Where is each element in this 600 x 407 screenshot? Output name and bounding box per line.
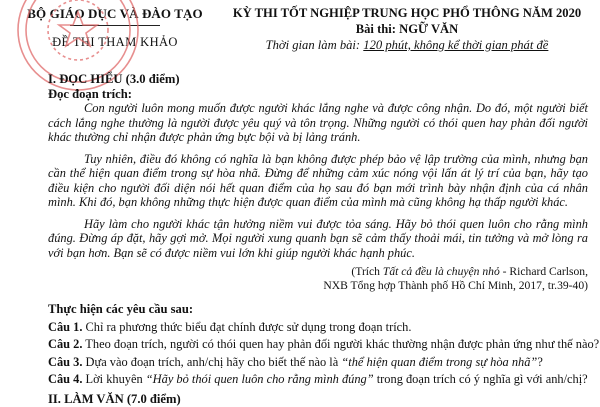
passage-paragraph: Tuy nhiên, điều đó không có nghĩa là bạn không được phép bảo vệ lập trường của mình, nhưng bạn cần thể hiện quan điểm trong sự hòa nhã. Đừng để những cảm xúc nóng vội lấn át lý trí của bạn, hãy tạo điều kiện cho người đối diện nói hết quan điểm của họ sau đó bạn mới trình bày nhận định của cá nhân mình. Khi đó, bạn không những thực hiện được quan điểm của mình mà cũng không hạ thấp người khác. — [48, 151, 588, 209]
exam-title: KỲ THI TỐT NGHIỆP TRUNG HỌC PHỔ THÔNG NĂM 2020 — [232, 6, 582, 20]
reference-exam-label: ĐỀ THI THAM KHẢO — [52, 35, 178, 49]
passage-paragraph: Con người luôn mong muốn được người khác lắng nghe và được công nhận. Do đó, một người biết cách lắng nghe thường là người được yêu quý và tôn trọng. Những người có thói quen hay phản đối người khác thường chỉ nhận được phản ứng bực bội và bị lảng tránh. — [48, 101, 588, 144]
question-text-end: ? — [537, 354, 543, 369]
exam-body — [48, 72, 600, 387]
source-prefix: (Trích — [351, 265, 383, 278]
question-text-end: trong đoạn trích có ý nghĩa gì với anh/chị? — [373, 372, 588, 386]
question-2 — [48, 337, 600, 352]
source-line-2: NXB Tổng hợp Thành phố Hồ Chí Minh, 2017, tr.39-40) — [323, 279, 588, 292]
exam-time-value: 120 phút, không kể thời gian phát đề — [363, 38, 549, 52]
question-text: Theo đoạn trích, người có thói quen hay phản đối người khác thường nhận được phản ứng như thế nào? — [82, 337, 600, 351]
question-4 — [48, 372, 588, 387]
question-1 — [48, 320, 588, 335]
ministry-header — [25, 6, 205, 50]
read-passage-label: Đọc đoạn trích: — [48, 86, 132, 101]
passage-source — [48, 265, 588, 293]
source-author: - Richard Carlson, — [499, 265, 588, 278]
question-number: Câu 3. — [48, 354, 83, 369]
passage-paragraph: Hãy làm cho người khác tận hưởng niềm vui được tỏa sáng. Hãy bỏ thói quen luôn cho rằng mình đúng. Đừng áp đặt, hãy gợi mở. Mọi người xung quanh bạn sẽ cảm thấy thoải mái, tin tưởng và mở lòng ra với bạn hơn. Bạn sẽ có được niềm vui lớn khi giúp người khác hạnh phúc. — [48, 216, 588, 260]
tasks-title: Thực hiện các yêu cầu sau: — [48, 302, 194, 316]
exam-header — [218, 6, 596, 53]
reading-section-title: I. ĐỌC HIỂU (3.0 điểm) — [48, 72, 180, 86]
question-quote: “thể hiện quan điểm trong sự hòa nhã” — [341, 354, 538, 369]
exam-time-prefix: Thời gian làm bài: — [265, 38, 364, 52]
question-quote: “Hãy bỏ thói quen luôn cho rằng mình đúng” — [145, 372, 374, 386]
question-text: Dựa vào đoạn trích, anh/chị hãy cho biết thế nào là — [82, 354, 342, 369]
question-number: Câu 4. — [48, 372, 83, 386]
question-number: Câu 1. — [48, 319, 83, 334]
writing-section-title: II. LÀM VĂN (7.0 điểm) — [48, 392, 181, 406]
source-book-title: Tất cả đều là chuyện nhỏ — [382, 265, 500, 278]
ministry-name: BỘ GIÁO DỤC VÀ ĐÀO TẠO — [27, 6, 203, 21]
question-3 — [48, 355, 588, 370]
question-text: Chỉ ra phương thức biểu đạt chính được sử dụng trong đoạn trích. — [82, 319, 412, 334]
ministry-underline — [70, 25, 160, 26]
source-line-1 — [48, 265, 588, 279]
question-text: Lời khuyên — [82, 372, 146, 386]
question-number: Câu 2. — [48, 337, 83, 351]
exam-subject: Bài thi: NGỮ VĂN — [355, 22, 459, 36]
exam-time — [218, 38, 596, 53]
